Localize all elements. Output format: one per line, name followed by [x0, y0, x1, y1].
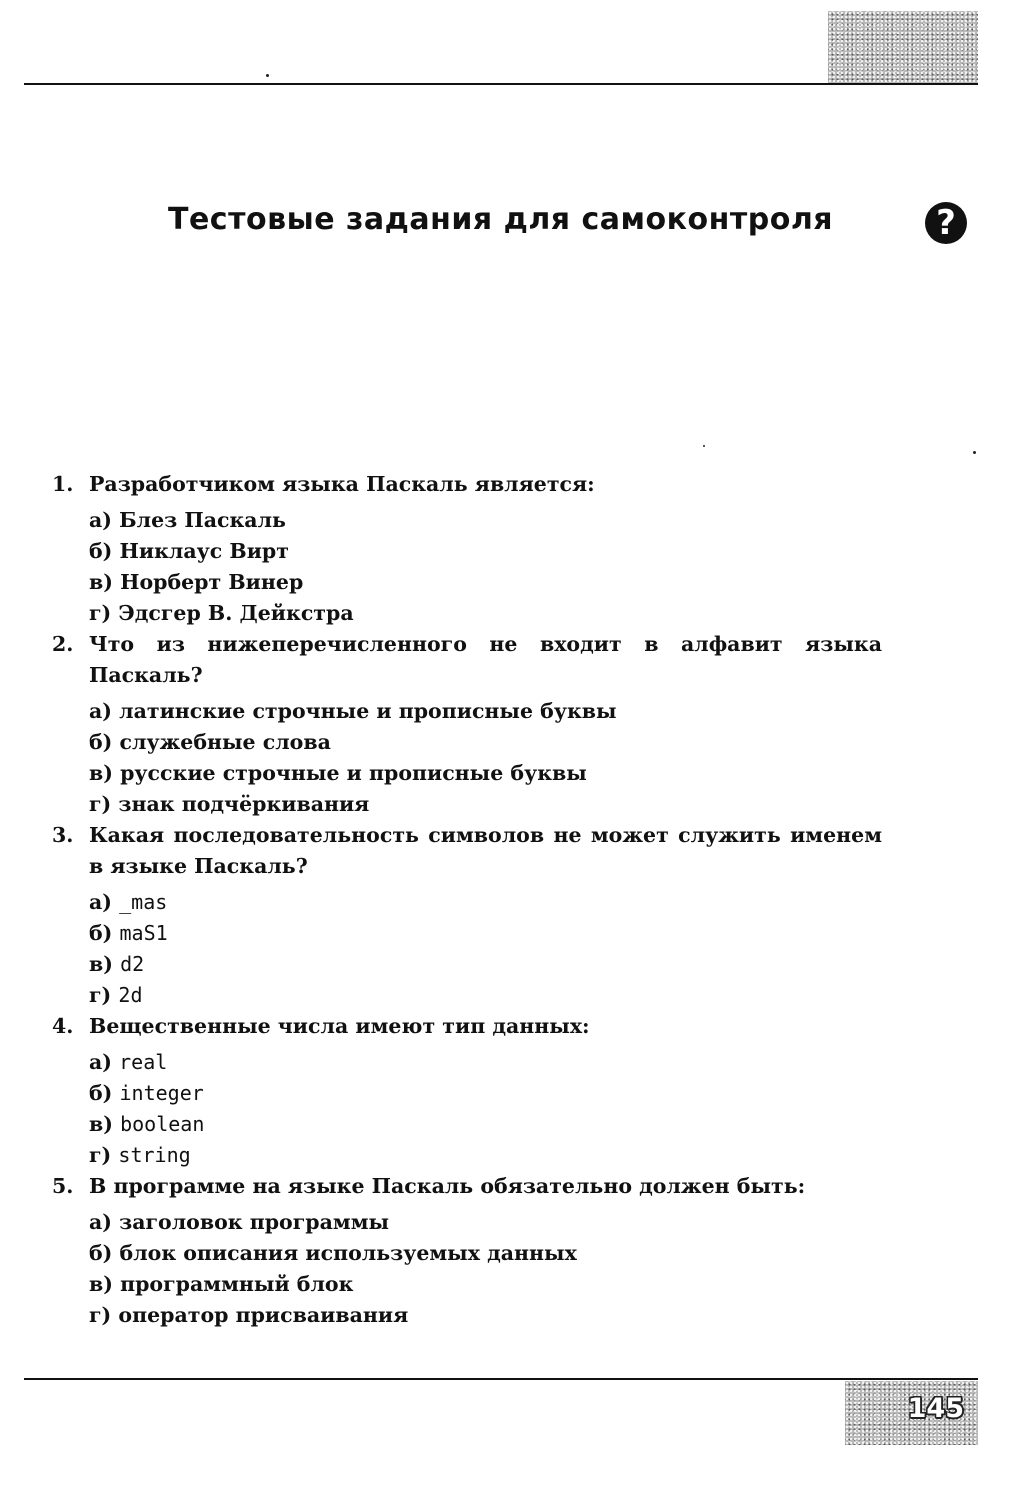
answer-option — [89, 1207, 882, 1238]
answer-text: Блез Паскаль — [119, 508, 286, 532]
answer-text: _mas — [119, 890, 168, 914]
answer-text: оператор присваивания — [118, 1303, 409, 1327]
answer-text: блок описания используемых данных — [119, 1241, 577, 1265]
answer-option — [89, 1140, 882, 1171]
answer-options — [52, 505, 882, 629]
answer-text: 2d — [118, 983, 143, 1007]
scan-speck — [973, 451, 976, 454]
answer-option — [89, 1109, 882, 1140]
answer-option — [89, 949, 882, 980]
scan-speck — [703, 445, 705, 447]
page-title: Тестовые задания для самоконтроля — [168, 202, 834, 237]
question-text — [52, 820, 882, 882]
answer-text: Норберт Винер — [120, 570, 304, 594]
answer-text: d2 — [120, 952, 145, 976]
answer-text: служебные слова — [119, 730, 331, 754]
answer-option — [89, 696, 882, 727]
question-label: Разработчиком языка Паскаль является: — [89, 472, 595, 496]
answer-letter: б) — [89, 539, 113, 563]
answer-option — [89, 887, 882, 918]
footer-decorative-block — [845, 1381, 978, 1445]
answer-letter: г) — [89, 1143, 112, 1167]
answer-letter: г) — [89, 983, 112, 1007]
answer-option — [89, 789, 882, 820]
answer-letter: а) — [89, 508, 112, 532]
answer-text: real — [119, 1050, 168, 1074]
help-question-icon: ? — [925, 202, 967, 244]
answer-text: Никлаус Вирт — [119, 539, 289, 563]
answer-option — [89, 1300, 882, 1331]
answer-option — [89, 536, 882, 567]
answer-letter: в) — [89, 761, 113, 785]
answer-letter: б) — [89, 1081, 113, 1105]
scan-speck — [266, 74, 269, 77]
question-label: Какая последовательность символов не может служить именем в языке Паскаль? — [89, 823, 882, 878]
question-text — [52, 469, 882, 500]
question-number: 1. — [52, 472, 74, 496]
footer-rule — [24, 1378, 978, 1380]
answer-letter: г) — [89, 601, 112, 625]
answer-option — [89, 1238, 882, 1269]
question-number: 3. — [52, 823, 74, 847]
question-2 — [52, 629, 882, 820]
answer-letter: а) — [89, 1210, 112, 1234]
header-decorative-block — [828, 11, 978, 83]
answer-options — [52, 1047, 882, 1171]
answer-option — [89, 980, 882, 1011]
answer-option — [89, 567, 882, 598]
answer-options — [52, 696, 882, 820]
answer-letter: в) — [89, 1112, 113, 1136]
answer-option — [89, 1269, 882, 1300]
answer-text: латинские строчные и прописные буквы — [119, 699, 617, 723]
answer-letter: б) — [89, 1241, 113, 1265]
answer-text: знак подчёркивания — [118, 792, 370, 816]
answer-option — [89, 727, 882, 758]
answer-letter: г) — [89, 1303, 112, 1327]
question-3 — [52, 820, 882, 1011]
question-text — [52, 1011, 882, 1042]
answer-letter: г) — [89, 792, 112, 816]
answer-text: Эдсгер В. Дейкстра — [118, 601, 354, 625]
answer-text: заголовок программы — [119, 1210, 390, 1234]
header-rule — [24, 83, 978, 85]
question-label: Вещественные числа имеют тип данных: — [89, 1014, 590, 1038]
question-4 — [52, 1011, 882, 1171]
answer-letter: б) — [89, 730, 113, 754]
answer-option — [89, 505, 882, 536]
question-number: 5. — [52, 1174, 74, 1198]
answer-text: string — [118, 1143, 191, 1167]
answer-text: программный блок — [120, 1272, 354, 1296]
answer-letter: а) — [89, 890, 112, 914]
answer-letter: а) — [89, 1050, 112, 1074]
question-label: В программе на языке Паскаль обязательно должен быть: — [89, 1174, 806, 1198]
answer-option — [89, 1047, 882, 1078]
question-number: 2. — [52, 632, 74, 656]
answer-option — [89, 1078, 882, 1109]
answer-text: boolean — [120, 1112, 205, 1136]
answer-option — [89, 918, 882, 949]
answer-letter: б) — [89, 921, 113, 945]
answer-letter: в) — [89, 1272, 113, 1296]
page-number: 145 — [907, 1393, 964, 1424]
answer-letter: в) — [89, 952, 113, 976]
question-1 — [52, 469, 882, 629]
question-list — [52, 469, 882, 1331]
answer-text: maS1 — [119, 921, 168, 945]
question-text — [52, 629, 882, 691]
answer-text: integer — [119, 1081, 204, 1105]
answer-options — [52, 887, 882, 1011]
answer-options — [52, 1207, 882, 1331]
question-text — [52, 1171, 882, 1202]
answer-letter: в) — [89, 570, 113, 594]
answer-text: русские строчные и прописные буквы — [120, 761, 587, 785]
question-number: 4. — [52, 1014, 74, 1038]
answer-option — [89, 598, 882, 629]
question-5 — [52, 1171, 882, 1331]
answer-letter: а) — [89, 699, 112, 723]
question-label: Что из нижеперечисленного не входит в алфавит языка Паскаль? — [89, 632, 882, 687]
answer-option — [89, 758, 882, 789]
